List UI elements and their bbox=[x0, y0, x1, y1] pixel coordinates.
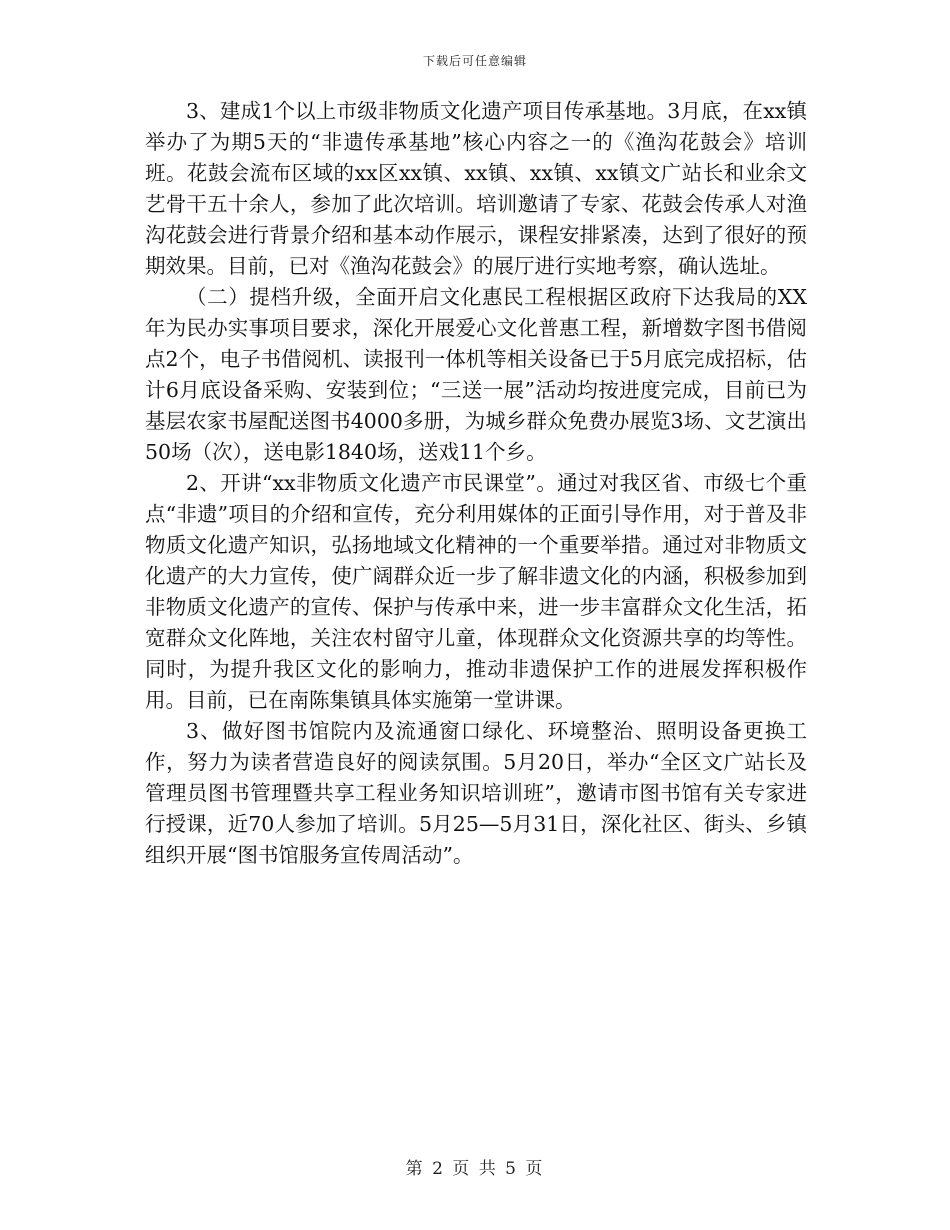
paragraph-heritage-base: 3、建成1个以上市级非物质文化遗产项目传承基地。3月底，在xx镇举办了为期5天的“非遗传承基地”核心内容之一的《渔沟花鼓会》培训班。花鼓会流布区域的xx区xx镇、xx镇、xx镇、xx镇文广站长和业余文艺骨干五十余人，参加了此次培训。培训邀请了专家、花鼓会传承人对渔沟花鼓会进行背景介绍和基本动作展示，课程安排紧凑，达到了很好的预期效果。目前，已对《渔沟花鼓会》的展厅进行实地考察，确认选址。 bbox=[145, 99, 807, 278]
page-number: 第 2 页 共 5 页 bbox=[405, 1159, 545, 1179]
page-header-note: 下载后可任意编辑 bbox=[422, 54, 527, 68]
paragraph-cultural-benefit-project: （二）提档升级，全面开启文化惠民工程根据区政府下达我局的XX年为民办实事项目要求，深化开展爱心文化普惠工程，新增数字图书借阅点2个，电子书借阅机、读报刊一体机等相关设备已于5月底完成招标，估计6月底设备采购、安装到位；“三送一展”活动均按进度完成，目前已为基层农家书屋配送图书4000多册，为城乡群众免费办展览3场、文艺演出50场（次），送电影1840场，送戏11个乡。 bbox=[145, 285, 807, 464]
paragraph-heritage-public-class: 2、开讲“xx非物质文化遗产市民课堂”。通过对我区省、市级七个重点“非遗”项目的介绍和宣传，充分利用媒体的正面引导作用，对于普及非物质文化遗产知识，弘扬地域文化精神的一个重要举措。通过对非物质文化遗产的大力宣传，使广阔群众近一步了解非遗文化的内涵，积极参加到非物质文化遗产的宣传、保护与传承中来，进一步丰富群众文化生活，拓宽群众文化阵地，关注农村留守儿童，体现群众文化资源共享的均等性。同时，为提升我区文化的影响力，推动非遗保护工作的进展发挥积极作用。目前，已在南陈集镇具体实施第一堂讲课。 bbox=[145, 471, 807, 712]
paragraph-library-work: 3、做好图书馆院内及流通窗口绿化、环境整治、照明设备更换工作，努力为读者营造良好的阅读氛围。5月20日，举办“全区文广站长及管理员图书管理暨共享工程业务知识培训班”，邀请市图书馆有关专家进行授课，近70人参加了培训。5月25—5月31日，深化社区、街头、乡镇组织开展“图书馆服务宣传周活动”。 bbox=[145, 719, 807, 867]
document-body bbox=[145, 96, 807, 871]
